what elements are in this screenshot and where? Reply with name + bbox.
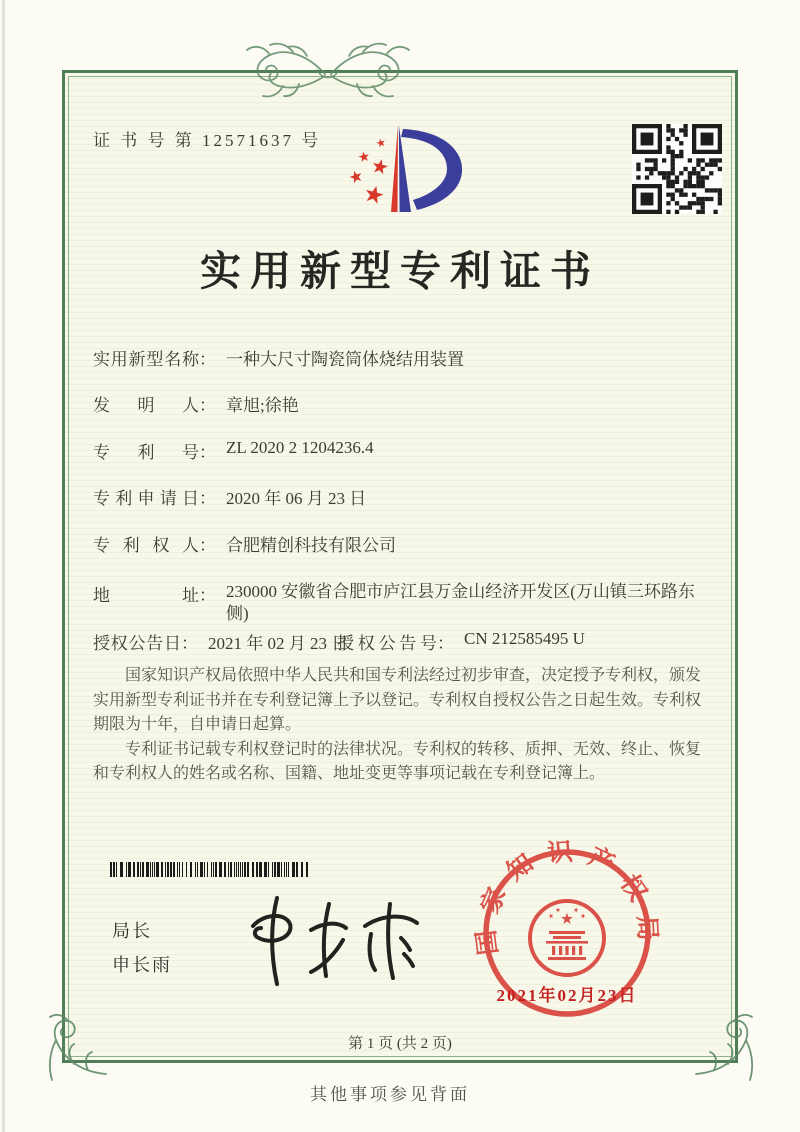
certificate-title: 实用新型专利证书 — [200, 248, 600, 294]
national-emblem — [530, 901, 604, 975]
field-row-filing-date — [93, 484, 366, 509]
field-label: 专利申请日 — [93, 489, 199, 508]
field-value: 230000 安徽省合肥市庐江县万金山经济开发区(万山镇三环路东侧) — [226, 582, 695, 623]
scan-edge-line — [2, 0, 5, 1132]
certificate-number: 证 书 号 第 12571637 号 — [93, 131, 322, 150]
logo-p-bowl — [401, 129, 462, 210]
field-colon: ： — [437, 634, 454, 653]
field-label: 专利权人 — [93, 536, 199, 555]
field-colon: ： — [199, 536, 216, 555]
signer-name: 申长雨 — [112, 955, 172, 975]
field-colon: ： — [181, 634, 198, 653]
field-label: 授权公告号 — [337, 634, 437, 653]
logo-spike-blue — [399, 125, 411, 212]
back-side-note: 其他事项参见背面 — [310, 1085, 470, 1104]
field-row-patent-number — [93, 438, 374, 463]
field-value: 一种大尺寸陶瓷筒体烧结用装置 — [226, 350, 464, 369]
field-colon: ： — [199, 350, 216, 369]
field-row-address — [93, 581, 708, 625]
field-row-grant — [93, 629, 585, 654]
field-colon: ： — [199, 396, 216, 415]
cnipa-logo — [330, 113, 490, 225]
barcode — [110, 862, 308, 877]
field-colon: ： — [199, 586, 216, 605]
seal-grant-date: 2021年02月23日 — [496, 986, 638, 1005]
legal-text — [93, 664, 713, 787]
signer-title: 局长 — [112, 921, 152, 941]
field-label: 地址 — [93, 586, 199, 605]
logo-stars — [348, 138, 389, 205]
field-label: 专利号 — [93, 443, 199, 462]
field-label: 授权公告日 — [93, 634, 181, 653]
grant-number-value: CN 212585495 U — [464, 629, 585, 648]
legal-paragraph-1: 国家知识产权局依照中华人民共和国专利法经过初步审查，决定授予专利权，颁发实用新型专利证书并在专利登记簿上予以登记。专利权自授权公告之日起生效。专利权期限为十年，自申请日起算。 — [93, 667, 702, 733]
grant-date-value: 2021 年 02 月 23 日 — [208, 634, 349, 653]
qr-code — [632, 124, 722, 214]
field-label: 实用新型名称 — [93, 350, 199, 369]
field-value: 2020 年 06 月 23 日 — [226, 489, 367, 508]
field-row-invention-name — [93, 345, 464, 370]
seal-ring-text: 国家知识产权局 — [473, 838, 661, 957]
top-flourish-ornament — [237, 40, 419, 104]
field-value: 合肥精创科技有限公司 — [226, 536, 396, 555]
page-number: 第 1 页 (共 2 页) — [348, 1036, 452, 1052]
field-colon: ： — [199, 489, 216, 508]
field-row-inventor — [93, 391, 299, 416]
field-colon: ： — [199, 443, 216, 462]
legal-paragraph-2: 专利证书记载专利权登记时的法律状况。专利权的转移、质押、无效、终止、恢复和专利权人的姓名或名称、国籍、地址变更等事项记载在专利登记簿上。 — [93, 740, 702, 782]
field-row-patentee — [93, 531, 396, 556]
logo-spike-red — [391, 125, 398, 212]
grant-number-pair — [337, 629, 585, 654]
field-label: 发明人 — [93, 396, 199, 415]
field-value: ZL 2020 2 1204236.4 — [226, 438, 374, 457]
field-value: 章旭;徐艳 — [226, 396, 299, 415]
director-signature — [233, 890, 433, 990]
